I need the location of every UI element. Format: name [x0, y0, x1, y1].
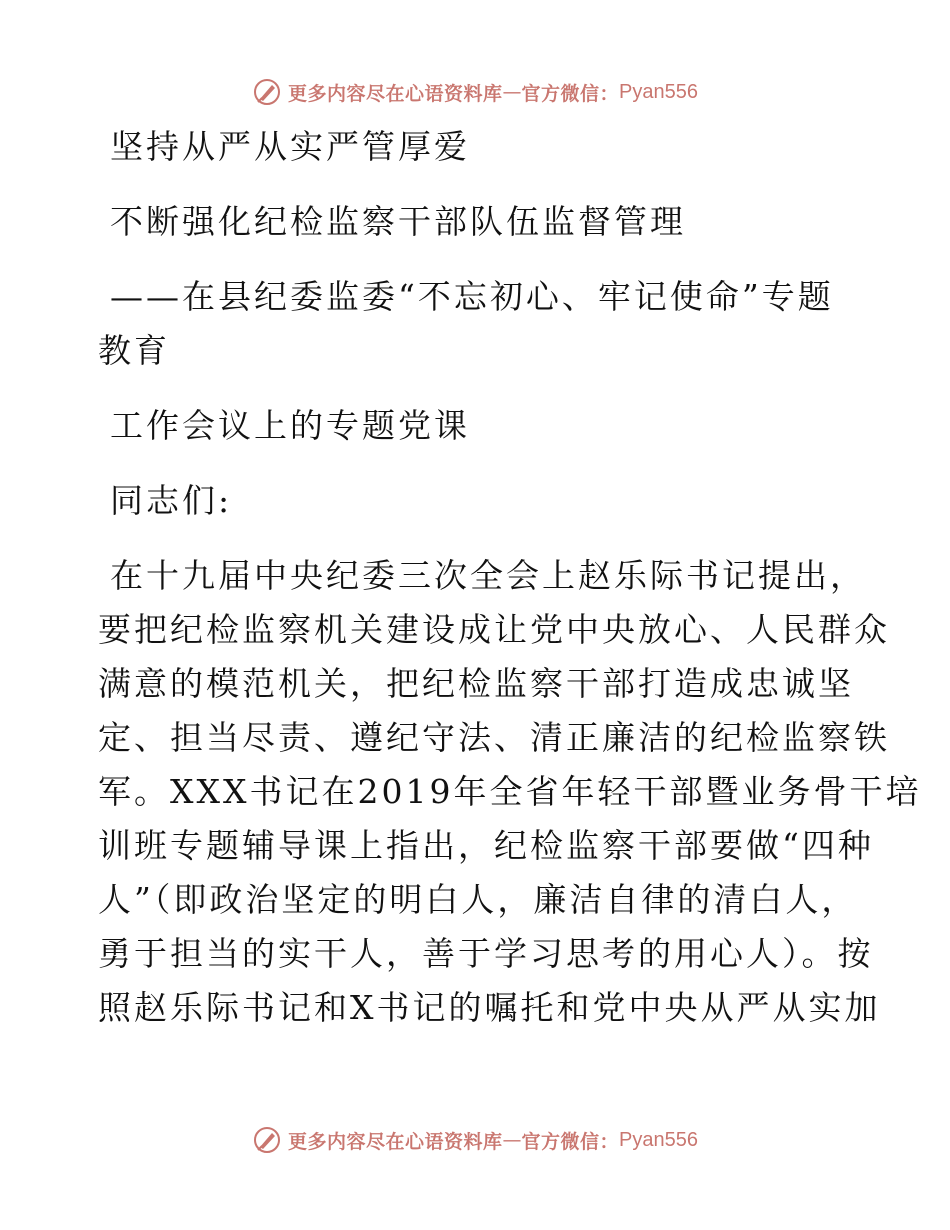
watermark-footer	[0, 1120, 950, 1160]
body-line: 军。XXX书记在2019年全省年轻干部暨业务骨干培	[98, 772, 922, 811]
watermark-label: 官方微信：	[521, 1130, 620, 1153]
watermark-separator: —	[502, 1129, 522, 1151]
watermark-id: Pyan556	[619, 80, 698, 103]
body-line: 照赵乐际书记和X书记的嘱托和党中央从严从实加	[98, 988, 881, 1027]
title-line-1: 坚持从严从实严管厚爱	[110, 127, 470, 166]
body-line: 定、担当尽责、遵纪守法、清正廉洁的纪检监察铁	[98, 718, 890, 757]
body-line: 在十九届中央纪委三次全会上赵乐际书记提出，	[110, 556, 866, 595]
body-line: 满意的模范机关，把纪检监察干部打造成忠诚坚	[98, 664, 854, 703]
watermark-id: Pyan556	[619, 1128, 698, 1151]
watermark-label: 官方微信：	[521, 82, 620, 105]
watermark-text: 更多内容尽在心语资料库	[288, 82, 503, 105]
subtitle-line-2: 教育	[98, 331, 170, 370]
body-line: 要把纪检监察机关建设成让党中央放心、人民群众	[98, 610, 890, 649]
body-line: 勇于担当的实干人，善于学习思考的用心人）。按	[98, 934, 874, 973]
feather-pen-logo-icon	[252, 1125, 282, 1155]
watermark-separator: —	[502, 81, 522, 103]
feather-pen-logo-icon	[252, 77, 282, 107]
watermark-header	[0, 72, 950, 112]
body-line: 人”（即政治坚定的明白人，廉洁自律的清白人，	[98, 880, 858, 919]
watermark-text: 更多内容尽在心语资料库	[288, 1130, 503, 1153]
subtitle-line-1: ——在县纪委监委“不忘初心、牢记使命”专题	[110, 277, 834, 316]
title-line-2: 不断强化纪检监察干部队伍监督管理	[110, 202, 686, 241]
body-line: 训班专题辅导课上指出，纪检监察干部要做“四种	[98, 826, 874, 865]
subtitle-line-3: 工作会议上的专题党课	[110, 406, 470, 445]
document-content	[98, 120, 922, 1035]
greeting: 同志们:	[110, 481, 233, 520]
